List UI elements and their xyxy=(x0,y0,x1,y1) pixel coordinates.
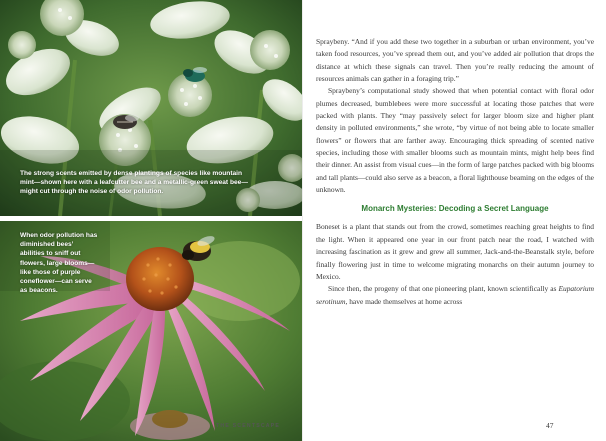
paragraph-4-start: Since then, the progeny of that one pioneering plant, known scientifically as xyxy=(328,284,559,294)
body-text xyxy=(316,36,594,308)
coneflower-photo xyxy=(0,221,302,441)
mountain-mint-photo xyxy=(0,0,302,216)
section-heading: Monarch Mysteries: Decoding a Secret Language xyxy=(361,204,549,214)
page-number: 47 xyxy=(546,421,554,430)
running-footer-title: THE SCENTSCAPE xyxy=(216,423,281,429)
paragraph-4-end: , have made themselves at home across xyxy=(345,296,463,306)
left-page xyxy=(0,0,302,441)
paragraph-2: Spraybeny’s computational study showed that when potential contact with floral odor plumes decreased, bumblebees were more successful at locating those patches that were packed with plants. They “may passively select for larger bloom size and higher plant density in polluted environments,” she wrote, “by virtue of not being able to locate smaller flowers” or flowers that are farther away. Encouraging thick spreading of scented native species, including those with smaller blooms such as mountain mints, might help bees find their dinner. An assist from visual cues—in the form of large patches packed with big blooms and tall plants—could also serve as a beacon, a floral lighthouse beaming on the edges of the unknown. xyxy=(316,86,594,195)
photo-caption-mountain-mint: The strong scents emitted by dense plantings of species like mountain mint—shown here with a leafcutter bee and a metallic-green sweat bee—might cut through the noise of odor pollution. xyxy=(20,170,248,196)
paragraph-4 xyxy=(316,283,594,308)
photo-caption-coneflower: When odor pollution has diminished bees’ abilities to sniff out flowers, large blooms—like those of purple coneflower—can serve as beacons. xyxy=(20,232,98,295)
species-name: Eupatorium serotinum xyxy=(316,284,594,306)
paragraph-1: Spraybeny. “And if you add these two together in a suburban or urban environment, you’ve taken food resources, you’ve spread them out, and you’ve added air pollution that drops the distance at which these signals can travel. Then you’re really reducing the amount of resources animals can gather in a foraging trip.” xyxy=(316,37,594,84)
right-page xyxy=(303,0,606,441)
paragraph-3: Boneset is a plant that stands out from the crowd, sometimes reaching great heights to find the light. When it appeared one year in our front patch near the road, I watched with increasing fascination as it grew and grew all summer, Jack-and-the-Beanstalk style, before finally flowering just in time to welcome migrating monarchs on their autumn journey to Mexico. xyxy=(316,222,594,281)
